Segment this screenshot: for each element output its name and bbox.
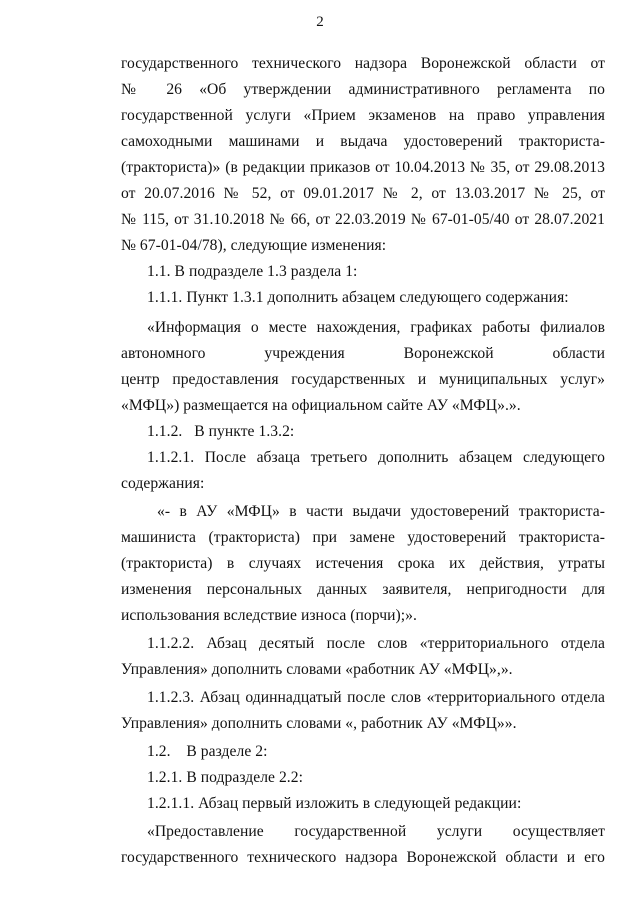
text-line-15: 1.1.2. В пункте 1.3.2: (147, 423, 295, 440)
text-line-4: самоходными машинами и выдача удостоверений тракториста- (121, 133, 605, 150)
text-line-13: центр предоставления государственных и муниципальных услуг» (121, 371, 605, 388)
text-line-24: Управления» дополнить словами «работник АУ «МФЦ»,». (121, 661, 513, 678)
text-line-10: 1.1.1. Пункт 1.3.1 дополнить абзацем следующего содержания: (147, 289, 569, 306)
text-line-5: (тракториста)» (в редакции приказов от 10.04.2013 № 35, от 29.08.2013 (121, 159, 605, 176)
text-line-9: 1.1. В подразделе 1.3 раздела 1: (147, 263, 358, 280)
text-line-7: № 115, от 31.10.2018 № 66, от 22.03.2019 № 67-01-05/40 от 28.07.2021 (121, 211, 605, 228)
text-line-11: «Информация о месте нахождения, графиках работы филиалов (147, 319, 605, 336)
text-line-23: 1.1.2.2. Абзац десятый после слов «территориального отдела (147, 635, 605, 652)
text-line-28: 1.2.1. В подразделе 2.2: (147, 769, 303, 786)
text-line-31: государственного технического надзора Воронежской области и его (121, 849, 605, 866)
text-line-16: 1.1.2.1. После абзаца третьего дополнить абзацем следующего (147, 449, 605, 466)
text-line-30: «Предоставление государственной услуги осуществляет (147, 823, 605, 840)
text-line-29: 1.2.1.1. Абзац первый изложить в следующей редакции: (147, 795, 522, 812)
text-line-12: автономного учреждения Воронежской области (121, 345, 605, 362)
text-line-21: изменения персональных данных заявителя, непригодности для (121, 581, 605, 598)
page-number: 2 (316, 14, 324, 30)
text-line-19: машиниста (тракториста) при замене удостоверений тракториста- (121, 529, 605, 546)
text-line-22: использования вследствие износа (порчи);». (121, 607, 417, 624)
text-line-18: «- в АУ «МФЦ» в части выдачи удостоверений тракториста- (157, 503, 605, 520)
text-line-25: 1.1.2.3. Абзац одиннадцатый после слов «территориального отдела (147, 689, 605, 706)
text-line-20: (тракториста) в случаях истечения срока их действия, утраты (121, 555, 605, 572)
text-line-2: № 26 «Об утверждении административного регламента по (121, 81, 605, 98)
text-line-14: «МФЦ») размещается на официальном сайте АУ «МФЦ».». (121, 397, 521, 414)
text-line-3: государственной услуги «Прием экзаменов на право управления (121, 107, 605, 124)
text-line-26: Управления» дополнить словами «, работник АУ «МФЦ»». (121, 715, 517, 732)
text-line-1: государственного технического надзора Воронежской области от (121, 55, 605, 72)
text-line-17: содержания: (121, 475, 205, 492)
text-line-6: от 20.07.2016 № 52, от 09.01.2017 № 2, от 13.03.2017 № 25, от (121, 185, 605, 202)
text-line-27: 1.2. В разделе 2: (147, 743, 268, 760)
text-line-8: № 67-01-04/78), следующие изменения: (121, 237, 387, 254)
